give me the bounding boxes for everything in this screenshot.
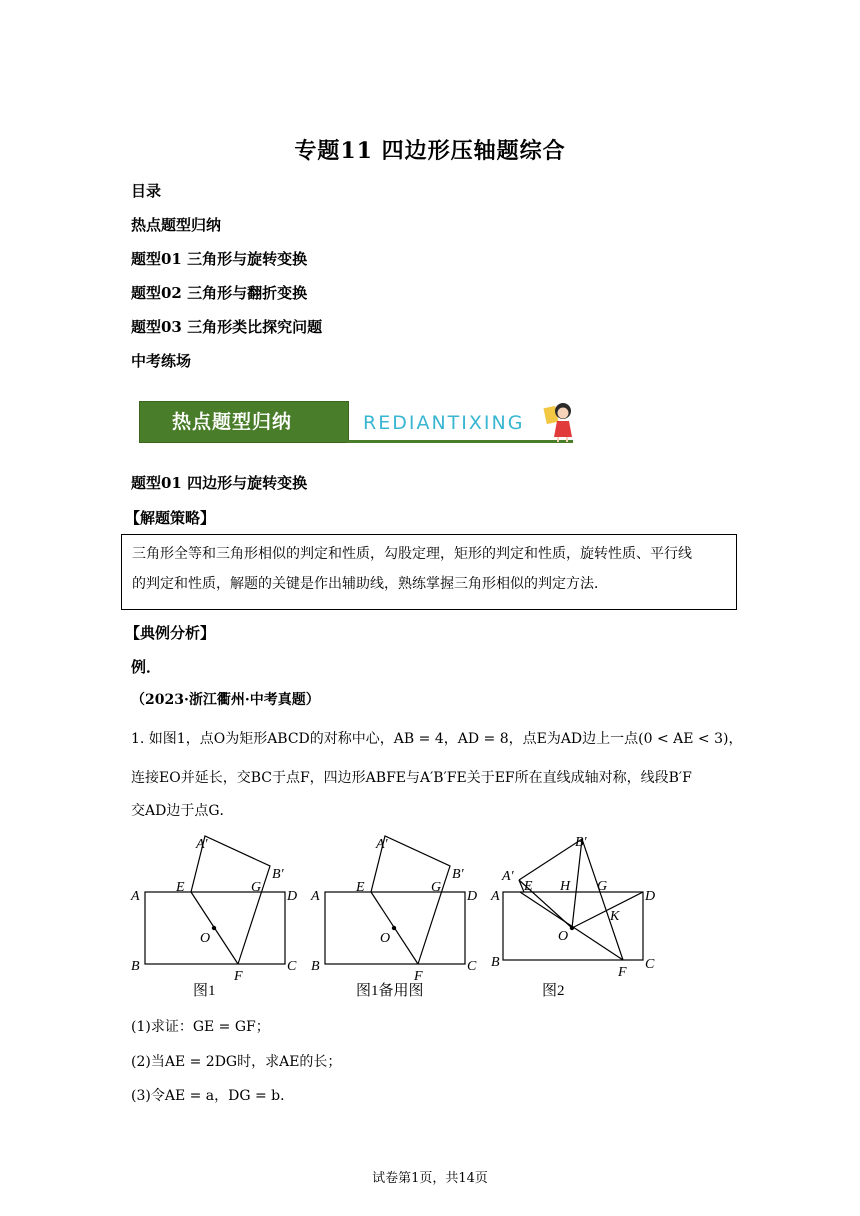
fig1-point-label: C (287, 959, 297, 974)
fig2-point-label: D (645, 889, 656, 904)
toc-item[interactable]: 中考练场 (131, 352, 192, 370)
fig1-point-label: O (200, 931, 211, 946)
page-footer: 试卷第1页，共14页 (372, 1171, 488, 1186)
banner-label: 热点题型归纳 (139, 401, 349, 443)
fig1-point-label: G (251, 880, 262, 895)
section-banner (139, 401, 575, 445)
center-point-o (392, 926, 396, 930)
toc-item[interactable]: 热点题型归纳 (131, 216, 222, 234)
girl-mascot-icon (543, 401, 577, 443)
example-mark: 例． (131, 658, 162, 676)
toc-heading: 目录 (131, 182, 162, 200)
question-1: (1)求证：GE = GF； (131, 1019, 270, 1035)
figure-caption: 图2 (542, 983, 565, 999)
fig2-point-label: B′ (575, 835, 587, 850)
problem-line3: 交AD边于点G． (131, 803, 234, 819)
fig2-point-label: O (558, 929, 569, 944)
fig2-point-label: A (491, 889, 500, 904)
fig1-point-label: A (131, 889, 140, 904)
fig1b-point-label: C (467, 959, 477, 974)
center-point-o (212, 926, 216, 930)
fig2-point-label: E (524, 879, 533, 894)
fig1b-point-label: G (431, 880, 442, 895)
toc-item[interactable]: 题型01 三角形与旋转变换 (131, 250, 308, 268)
fig1-point-label: B′ (272, 867, 284, 882)
figure-1 (145, 836, 285, 964)
fig1b-point-label: B (311, 959, 320, 974)
section-title: 题型01 四边形与旋转变换 (131, 474, 308, 492)
fig2-point-label: B (491, 955, 500, 970)
problem-source: （2023·浙江衢州·中考真题） (131, 692, 320, 708)
strategy-text-line2: 的判定和性质，解题的关键是作出辅助线，熟练掌握三角形相似的判定方法． (132, 576, 608, 592)
fig2-point-label: K (610, 909, 620, 924)
strategy-text-line1: 三角形全等和三角形相似的判定和性质，勾股定理，矩形的判定和性质，旋转性质、平行线 (132, 546, 692, 562)
fig2-point-label: C (645, 957, 655, 972)
fig1-point-label: D (287, 889, 298, 904)
banner-english: REDIANTIXING (363, 412, 525, 434)
toc-item[interactable]: 题型02 三角形与翻折变换 (131, 284, 308, 302)
figure-caption: 图1 (193, 983, 216, 999)
fig1-point-label: A′ (196, 837, 208, 852)
fig1b-point-label: E (356, 880, 365, 895)
problem-line2: 连接EO并延长，交BC于点F，四边形ABFE与A′B′FE关于EF所在直线成轴对称，线段B′F (131, 770, 692, 786)
fig1-point-label: E (176, 880, 185, 895)
fig1b-point-label: A (311, 889, 320, 904)
fig1b-point-label: F (414, 969, 423, 984)
example-label: 【典例分析】 (125, 624, 216, 642)
fig1b-point-label: B′ (452, 867, 464, 882)
figure-caption: 图1备用图 (356, 983, 424, 999)
strategy-label: 【解题策略】 (125, 509, 216, 527)
fig1b-point-label: D (467, 889, 478, 904)
figure-1-backup (325, 836, 465, 964)
page-title: 专题11 四边形压轴题综合 (294, 138, 566, 164)
fig2-point-label: F (618, 965, 627, 980)
strategy-box (121, 534, 737, 610)
fig1b-point-label: A′ (376, 837, 388, 852)
center-point-o (570, 926, 574, 930)
fig1-point-label: B (131, 959, 140, 974)
banner-underline (347, 440, 573, 443)
fig1b-point-label: O (380, 931, 391, 946)
toc-item[interactable]: 题型03 三角形类比探究问题 (131, 318, 323, 336)
problem-line1: 1. 如图1，点O为矩形ABCD的对称中心，AB = 4，AD = 8，点E为AD边上一点(0 < AE < 3)， (131, 731, 743, 747)
question-3: (3)令AE = a，DG = b． (131, 1088, 295, 1104)
figure-2 (503, 839, 643, 960)
question-2: (2)当AE = 2DG时，求AE的长； (131, 1054, 342, 1070)
fig1-point-label: F (234, 969, 243, 984)
fig2-point-label: H (560, 879, 571, 894)
fig2-point-label: G (597, 879, 608, 894)
geometry-figures (128, 830, 668, 1000)
fig2-point-label: A′ (502, 869, 514, 884)
